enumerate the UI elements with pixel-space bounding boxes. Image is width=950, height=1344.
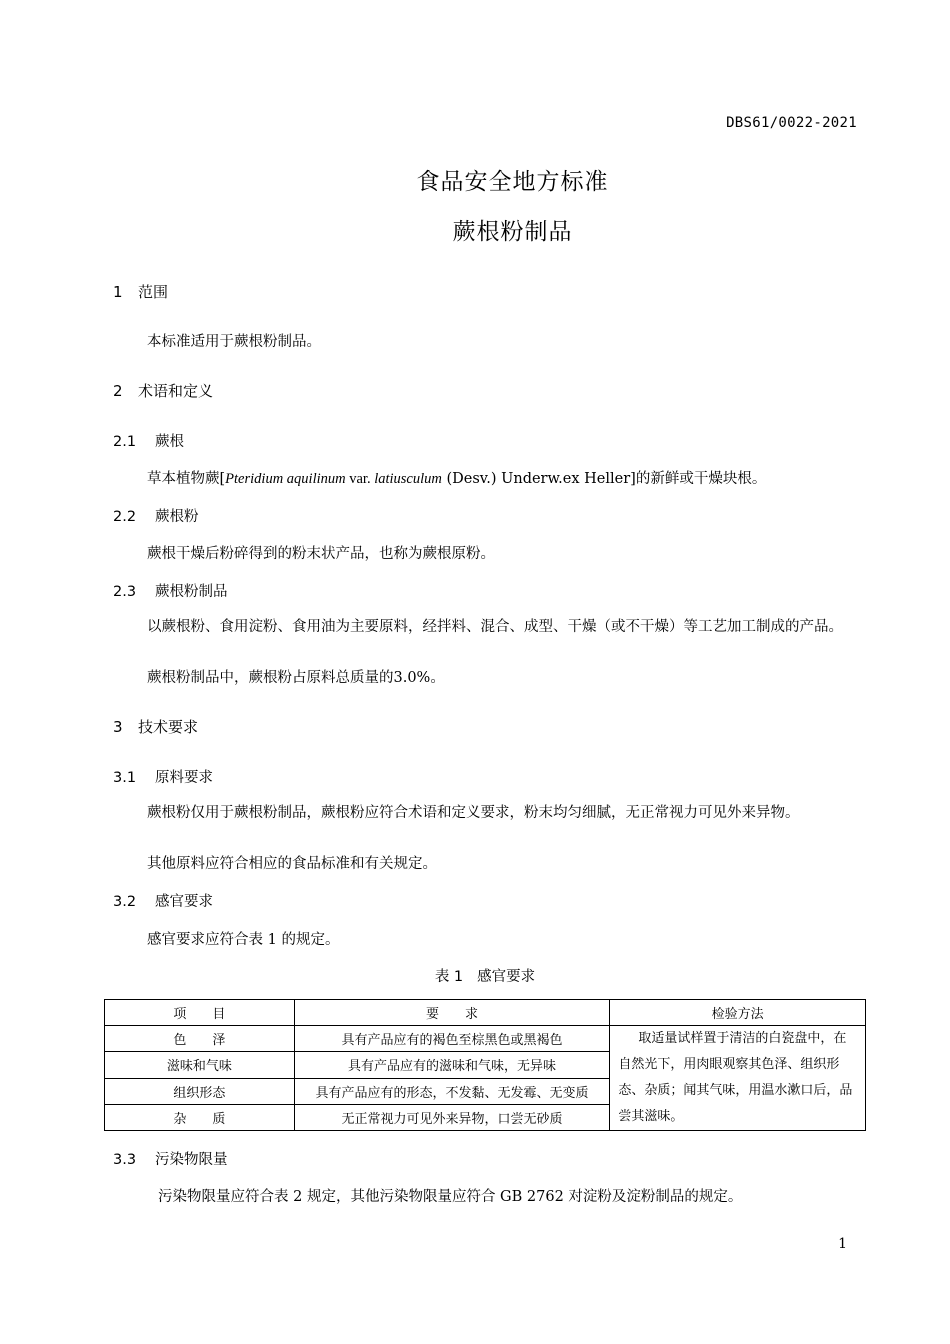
section-title: 蕨根粉: [155, 509, 199, 525]
section-2-heading: [113, 380, 213, 401]
table-cell-requirement: 无正常视力可见外来异物，口尝无砂质: [294, 1104, 610, 1130]
table-cell-item: 组织形态: [105, 1078, 295, 1104]
section-title: 污染物限量: [155, 1152, 228, 1168]
section-2-2-heading: [113, 505, 199, 526]
table-header-item: 项 目: [105, 1000, 295, 1026]
section-title: 感官要求: [155, 894, 213, 910]
table-cell-method: 取适量试样置于清洁的白瓷盘中，在自然光下，用肉眼观察其色泽、组织形态、杂质；闻其气味，用温水漱口后，品尝其滋味。: [610, 1026, 866, 1131]
section-title: 蕨根粉制品: [155, 584, 228, 600]
section-3-1-text-1: 蕨根粉仅用于蕨根粉制品，蕨根粉应符合术语和定义要求，粉末均匀细腻，无正常视力可见外来异物。: [147, 805, 800, 821]
table-1-caption: [0, 965, 950, 986]
section-title: 术语和定义: [138, 382, 214, 400]
section-2-3-text-2: 蕨根粉制品中，蕨根粉占原料总质量的3.0%。: [147, 670, 445, 686]
section-3-3-heading: [113, 1148, 228, 1169]
section-3-heading: [113, 716, 198, 737]
section-number: 3: [113, 718, 123, 736]
page-number: 1: [838, 1236, 847, 1252]
table-cell-item: 滋味和气味: [105, 1052, 295, 1078]
table-caption-number: 表 1: [434, 969, 464, 985]
sensory-requirements-table: [104, 999, 866, 1131]
section-2-3-text-1: 以蕨根粉、食用淀粉、食用油为主要原料，经拌料、混合、成型、干燥（或不干燥）等工艺加工制成的产品。: [147, 619, 843, 635]
table-row: [105, 1026, 866, 1052]
definition-text-post: (Desv.) Underw.ex Heller]的新鲜或干燥块根。: [441, 471, 767, 487]
section-1-heading: [113, 281, 168, 302]
definition-text-pre: 草本植物蕨[: [147, 471, 226, 487]
table-cell-requirement: 具有产品应有的形态，不发黏、无发霉、无变质: [294, 1078, 610, 1104]
section-2-1-text: [147, 467, 766, 488]
section-3-1-text-2: 其他原料应符合相应的食品标准和有关规定。: [147, 856, 437, 872]
latin-genus: Pteridium aquilinum: [225, 471, 346, 487]
table-cell-item: 杂 质: [105, 1104, 295, 1130]
section-2-3-heading: [113, 580, 228, 601]
section-number: 2: [113, 382, 123, 400]
section-3-2-text: 感官要求应符合表 1 的规定。: [147, 932, 340, 948]
table-cell-requirement: 具有产品应有的褐色至棕黑色或黑褐色: [294, 1026, 610, 1052]
latin-variety: latiusculum: [374, 471, 442, 487]
section-title: 蕨根: [155, 434, 184, 450]
table-cell-item: 色 泽: [105, 1026, 295, 1052]
section-1-text: 本标准适用于蕨根粉制品。: [147, 334, 321, 350]
section-3-1-heading: [113, 766, 213, 787]
section-number: 3.2: [113, 894, 137, 910]
table-header-row: [105, 1000, 866, 1026]
section-number: 2.1: [113, 434, 137, 450]
section-number: 3.1: [113, 770, 137, 786]
table-cell-requirement: 具有产品应有的滋味和气味，无异味: [294, 1052, 610, 1078]
section-number: 1: [113, 283, 123, 301]
section-number: 2.3: [113, 584, 137, 600]
section-3-3-text: 污染物限量应符合表 2 规定，其他污染物限量应符合 GB 2762 对淀粉及淀粉制品的规定。: [158, 1189, 743, 1205]
section-2-1-heading: [113, 430, 184, 451]
latin-var: var.: [345, 471, 375, 487]
section-title: 范围: [138, 283, 169, 301]
section-number: 2.2: [113, 509, 137, 525]
document-title: 食品安全地方标准: [416, 169, 609, 195]
table-caption-title: 感官要求: [477, 969, 536, 985]
table-header-requirement: 要 求: [294, 1000, 610, 1026]
table-header-method: 检验方法: [610, 1000, 866, 1026]
document-code: DBS61/0022-2021: [726, 115, 857, 131]
document-subtitle: 蕨根粉制品: [452, 219, 573, 245]
section-2-2-text: 蕨根干燥后粉碎得到的粉末状产品，也称为蕨根原粉。: [147, 546, 495, 562]
section-3-2-heading: [113, 890, 213, 911]
section-title: 技术要求: [138, 718, 199, 736]
section-title: 原料要求: [155, 770, 213, 786]
section-number: 3.3: [113, 1152, 137, 1168]
